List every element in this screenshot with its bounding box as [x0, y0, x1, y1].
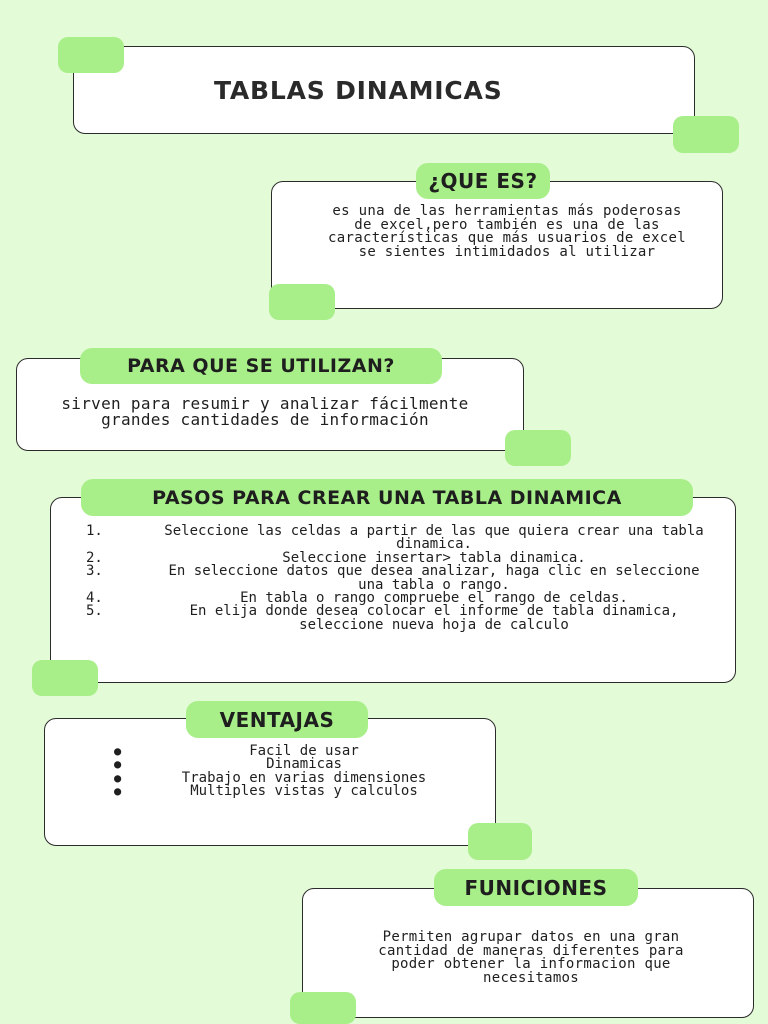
ventaja-text: Facil de usar [249, 743, 359, 759]
page-title: TABLAS DINAMICAS [214, 76, 503, 105]
funciones-card-tab [290, 992, 356, 1024]
step-text: Seleccione las celdas a partir de las que quiera crear una tabla dinamica. [164, 523, 704, 553]
bullet-icon: ● [114, 770, 122, 785]
ventaja-text: Trabajo en varias dimensiones [181, 769, 427, 786]
ventajas-list [114, 745, 444, 799]
bullet-icon: ● [114, 784, 122, 799]
funciones-text: Permiten agrupar datos en una gran cantidad de maneras diferentes para poder obtener la informacion que necesitamos [378, 929, 684, 986]
list-item [86, 605, 712, 632]
ventajas-card-tab [468, 823, 532, 860]
bullet-icon: ● [114, 744, 122, 758]
para-que-heading: PARA QUE SE UTILIZAN? [80, 348, 442, 384]
step-text: En tabla o rango compruebe el rango de celdas. [240, 590, 628, 607]
step-text: En seleccione datos que desea analizar, haga clic en seleccione una tabla o rango. [168, 563, 700, 593]
ventaja-text: Multiples vistas y calculos [190, 783, 418, 800]
bullet-icon: ● [114, 757, 122, 772]
pasos-steps-list [86, 525, 712, 632]
step-text: Seleccione insertar> tabla dinamica. [282, 549, 586, 566]
title-card-tab-bottom [673, 116, 739, 153]
ventajas-heading: VENTAJAS [186, 701, 368, 738]
ventaja-text: Dinamicas [266, 756, 342, 773]
pasos-heading: PASOS PARA CREAR UNA TABLA DINAMICA [81, 479, 693, 516]
title-card-tab-top [58, 37, 124, 73]
que-es-heading: ¿QUE ES? [416, 163, 550, 199]
step-number: 4. [86, 590, 103, 607]
step-number: 1. [86, 523, 103, 539]
pasos-card-tab [32, 660, 98, 696]
step-number: 3. [86, 563, 103, 580]
funciones-heading: FUNICIONES [434, 869, 638, 906]
step-number: 5. [86, 603, 103, 620]
para-que-text: sirven para resumir y analizar fácilmente grandes cantidades de información [61, 394, 469, 429]
list-item [86, 565, 712, 592]
step-number: 2. [86, 549, 103, 566]
que-es-text: es una de las herramientas más poderosas de excel,pero también es una de las características que más usuarios de excel se sientes intimidados al utilizar [328, 203, 686, 260]
step-text: En elija donde desea colocar el informe de tabla dinamica, seleccione nueva hoja de calculo [189, 603, 679, 633]
list-item [114, 785, 444, 798]
list-item [86, 525, 712, 552]
para-que-card-tab [505, 430, 571, 466]
que-es-card-tab [269, 284, 335, 320]
